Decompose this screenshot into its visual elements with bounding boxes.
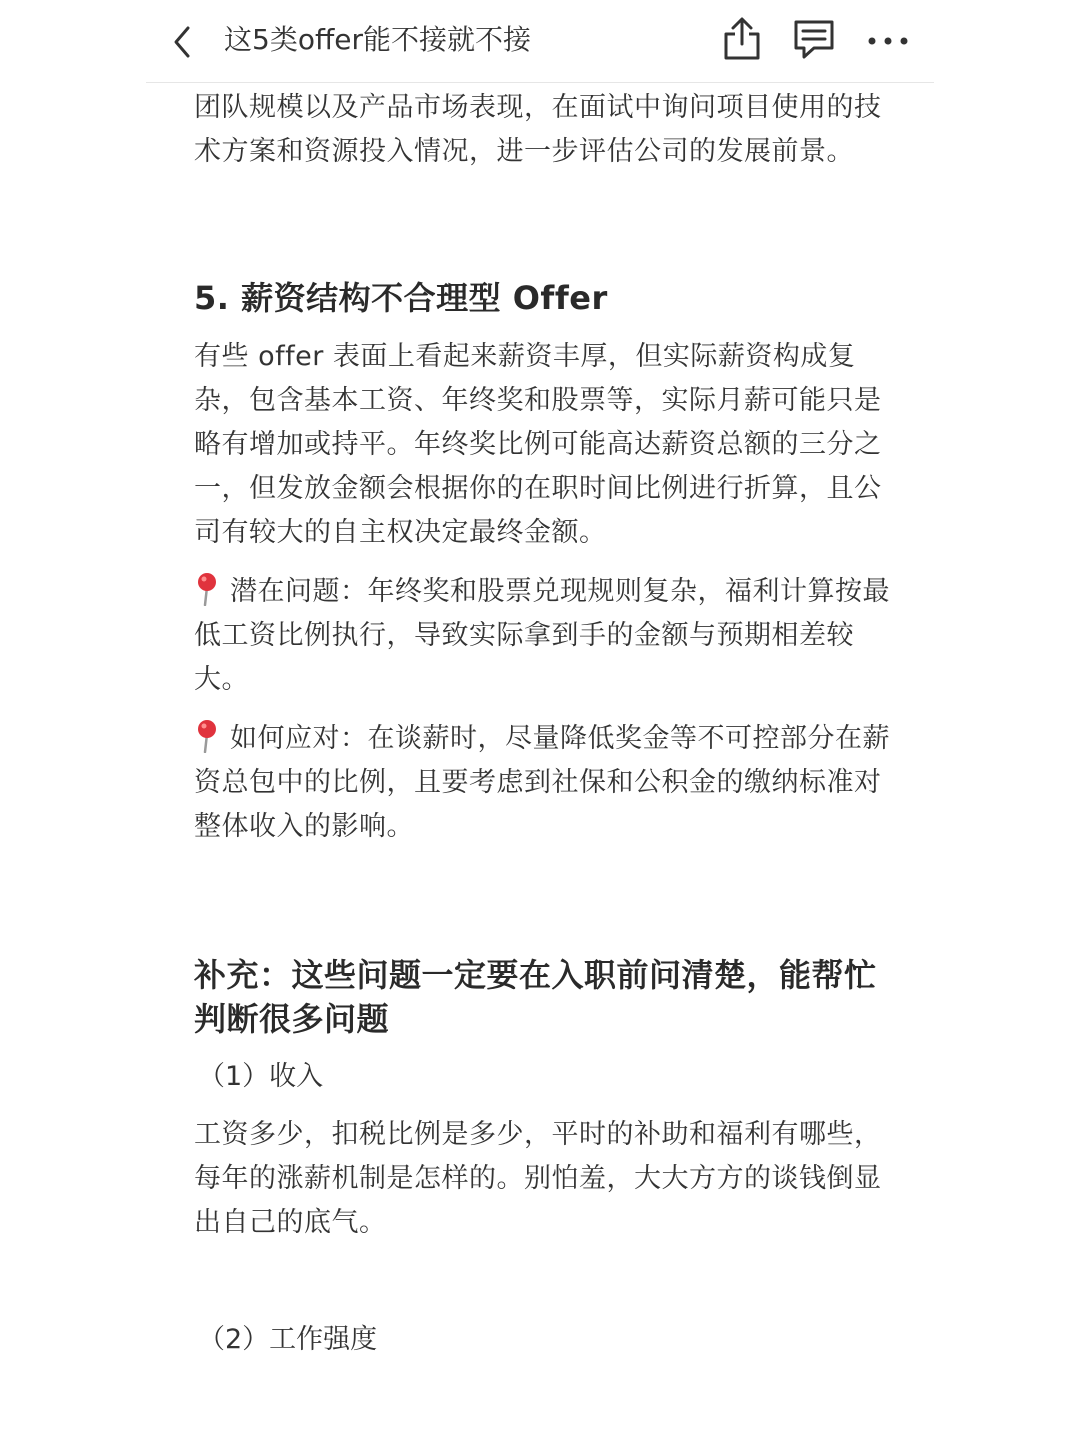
more-icon[interactable] [864, 14, 912, 64]
page-title: 这5类offer能不接就不接 [224, 23, 531, 56]
intro-paragraph: 团队规模以及产品市场表现，在面试中询问项目使用的技术方案和资源投入情况，进一步评估公司的发展前景。 [194, 92, 882, 167]
solution-text: 如何应对：在谈薪时，尽量降低奖金等不可控部分在薪资总包中的比例，且要考虑到社保和公积金的缴纳标准对整体收入的影响。 [194, 723, 890, 842]
section-5-problem [194, 570, 894, 702]
pushpin-icon [194, 572, 220, 606]
problem-text: 潜在问题：年终奖和股票兑现规则复杂，福利计算按最低工资比例执行，导致实际拿到手的金额与预期相差较大。 [194, 576, 890, 695]
back-chevron-icon[interactable] [168, 22, 198, 62]
section-5-heading: 5. 薪资结构不合理型 Offer [194, 279, 608, 317]
section-5-solution [194, 717, 894, 849]
pushpin-icon [194, 719, 220, 753]
supplement-heading: 补充：这些问题一定要在入职前问清楚，能帮忙判断很多问题 [194, 956, 877, 1038]
item-1-title: （1）收入 [198, 1061, 324, 1092]
item-1-body: 工资多少，扣税比例是多少，平时的补助和福利有哪些，每年的涨薪机制是怎样的。别怕羞，大大方方的谈钱倒显出自己的底气。 [194, 1119, 882, 1238]
item-2-title: （2）工作强度 [198, 1324, 378, 1355]
article-body [194, 86, 894, 1362]
comment-icon[interactable] [790, 14, 838, 64]
top-nav-bar [146, 0, 934, 83]
section-5-body: 有些 offer 表面上看起来薪资丰厚，但实际薪资构成复杂，包含基本工资、年终奖和股票等，实际月薪可能只是略有增加或持平。年终奖比例可能高达薪资总额的三分之一，但发放金额会根据你的在职时间比例进行折算，且公司有较大的自主权决定最终金额。 [194, 341, 882, 548]
share-icon[interactable] [718, 14, 766, 64]
